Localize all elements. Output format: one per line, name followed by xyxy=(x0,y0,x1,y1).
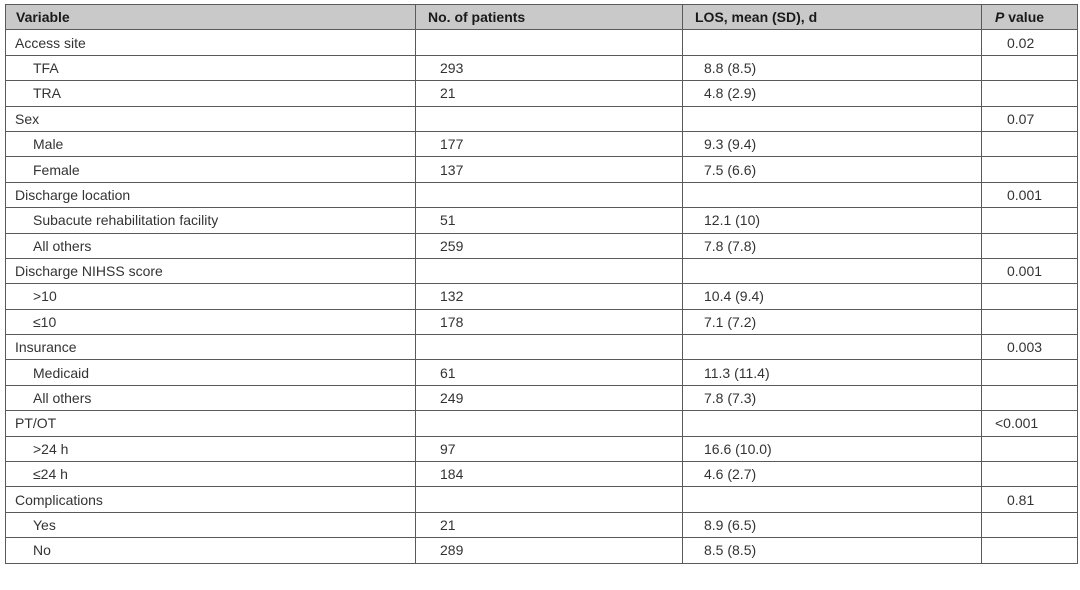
cell-patients xyxy=(416,30,683,55)
cell-patients: 259 xyxy=(416,233,683,258)
cell-p-value: 0.001 xyxy=(982,182,1078,207)
cell-p-value xyxy=(982,309,1078,334)
cell-variable: ≤10 xyxy=(6,309,416,334)
cell-variable: Discharge NIHSS score xyxy=(6,258,416,283)
cell-los: 7.8 (7.3) xyxy=(683,385,982,410)
cell-patients: 132 xyxy=(416,284,683,309)
cell-los xyxy=(683,182,982,207)
table-row xyxy=(6,462,1078,487)
cell-patients: 21 xyxy=(416,512,683,537)
cell-los: 11.3 (11.4) xyxy=(683,360,982,385)
cell-patients: 137 xyxy=(416,157,683,182)
cell-p-value xyxy=(982,436,1078,461)
cell-los: 7.8 (7.8) xyxy=(683,233,982,258)
table-row xyxy=(6,55,1078,80)
table-row-group xyxy=(6,106,1078,131)
cell-p-value xyxy=(982,233,1078,258)
los-table xyxy=(5,4,1078,564)
cell-patients xyxy=(416,487,683,512)
cell-patients: 21 xyxy=(416,81,683,106)
cell-los xyxy=(683,30,982,55)
cell-variable: TFA xyxy=(6,55,416,80)
cell-p-value: 0.07 xyxy=(982,106,1078,131)
table-row xyxy=(6,436,1078,461)
cell-p-value: 0.001 xyxy=(982,258,1078,283)
cell-variable: Subacute rehabilitation facility xyxy=(6,208,416,233)
table-row xyxy=(6,385,1078,410)
table-row-group xyxy=(6,182,1078,207)
cell-variable: >24 h xyxy=(6,436,416,461)
cell-los: 4.6 (2.7) xyxy=(683,462,982,487)
cell-patients: 178 xyxy=(416,309,683,334)
cell-los: 4.8 (2.9) xyxy=(683,81,982,106)
cell-p-value xyxy=(982,208,1078,233)
cell-variable: Male xyxy=(6,131,416,156)
cell-p-value xyxy=(982,55,1078,80)
header-p-rest: value xyxy=(1004,9,1045,26)
cell-variable: Complications xyxy=(6,487,416,512)
cell-variable: Insurance xyxy=(6,335,416,360)
cell-los xyxy=(683,258,982,283)
table-row-group xyxy=(6,335,1078,360)
header-row xyxy=(6,5,1078,30)
cell-los: 12.1 (10) xyxy=(683,208,982,233)
table-row xyxy=(6,81,1078,106)
table-row-group xyxy=(6,30,1078,55)
cell-variable: All others xyxy=(6,385,416,410)
cell-p-value xyxy=(982,284,1078,309)
header-patients: No. of patients xyxy=(416,5,683,30)
cell-los: 9.3 (9.4) xyxy=(683,131,982,156)
cell-variable: Access site xyxy=(6,30,416,55)
cell-p-value xyxy=(982,538,1078,563)
cell-variable: Sex xyxy=(6,106,416,131)
cell-variable: No xyxy=(6,538,416,563)
table-row xyxy=(6,309,1078,334)
cell-patients xyxy=(416,106,683,131)
cell-p-value xyxy=(982,512,1078,537)
table-body xyxy=(6,30,1078,563)
cell-variable: Medicaid xyxy=(6,360,416,385)
cell-patients xyxy=(416,335,683,360)
cell-los xyxy=(683,487,982,512)
cell-p-value: 0.81 xyxy=(982,487,1078,512)
cell-variable: All others xyxy=(6,233,416,258)
cell-patients: 293 xyxy=(416,55,683,80)
header-p-value xyxy=(982,5,1078,30)
table-row xyxy=(6,512,1078,537)
cell-patients: 184 xyxy=(416,462,683,487)
cell-p-value xyxy=(982,360,1078,385)
table-row xyxy=(6,208,1078,233)
table-row xyxy=(6,360,1078,385)
cell-patients: 97 xyxy=(416,436,683,461)
table-row xyxy=(6,131,1078,156)
cell-los xyxy=(683,411,982,436)
cell-los xyxy=(683,106,982,131)
table-row-group xyxy=(6,258,1078,283)
cell-variable: Female xyxy=(6,157,416,182)
table-row xyxy=(6,157,1078,182)
cell-patients xyxy=(416,258,683,283)
cell-patients: 249 xyxy=(416,385,683,410)
cell-p-value: 0.003 xyxy=(982,335,1078,360)
cell-variable: >10 xyxy=(6,284,416,309)
cell-patients xyxy=(416,411,683,436)
header-variable: Variable xyxy=(6,5,416,30)
cell-los: 16.6 (10.0) xyxy=(683,436,982,461)
cell-p-value xyxy=(982,131,1078,156)
cell-los: 8.5 (8.5) xyxy=(683,538,982,563)
cell-los: 10.4 (9.4) xyxy=(683,284,982,309)
cell-p-value: <0.001 xyxy=(982,411,1078,436)
cell-p-value: 0.02 xyxy=(982,30,1078,55)
cell-variable: Discharge location xyxy=(6,182,416,207)
cell-los xyxy=(683,335,982,360)
table-row-group xyxy=(6,411,1078,436)
cell-p-value xyxy=(982,81,1078,106)
cell-patients: 51 xyxy=(416,208,683,233)
cell-patients: 177 xyxy=(416,131,683,156)
table-row xyxy=(6,233,1078,258)
cell-patients: 289 xyxy=(416,538,683,563)
table-row-group xyxy=(6,487,1078,512)
cell-p-value xyxy=(982,385,1078,410)
cell-patients xyxy=(416,182,683,207)
cell-variable: TRA xyxy=(6,81,416,106)
cell-los: 8.9 (6.5) xyxy=(683,512,982,537)
cell-los: 7.5 (6.6) xyxy=(683,157,982,182)
cell-p-value xyxy=(982,462,1078,487)
table-header xyxy=(6,5,1078,30)
cell-los: 7.1 (7.2) xyxy=(683,309,982,334)
cell-p-value xyxy=(982,157,1078,182)
cell-variable: Yes xyxy=(6,512,416,537)
table-row xyxy=(6,284,1078,309)
cell-variable: ≤24 h xyxy=(6,462,416,487)
cell-variable: PT/OT xyxy=(6,411,416,436)
header-p-italic: P xyxy=(995,9,1005,26)
table-row xyxy=(6,538,1078,563)
cell-los: 8.8 (8.5) xyxy=(683,55,982,80)
header-los: LOS, mean (SD), d xyxy=(683,5,982,30)
cell-patients: 61 xyxy=(416,360,683,385)
